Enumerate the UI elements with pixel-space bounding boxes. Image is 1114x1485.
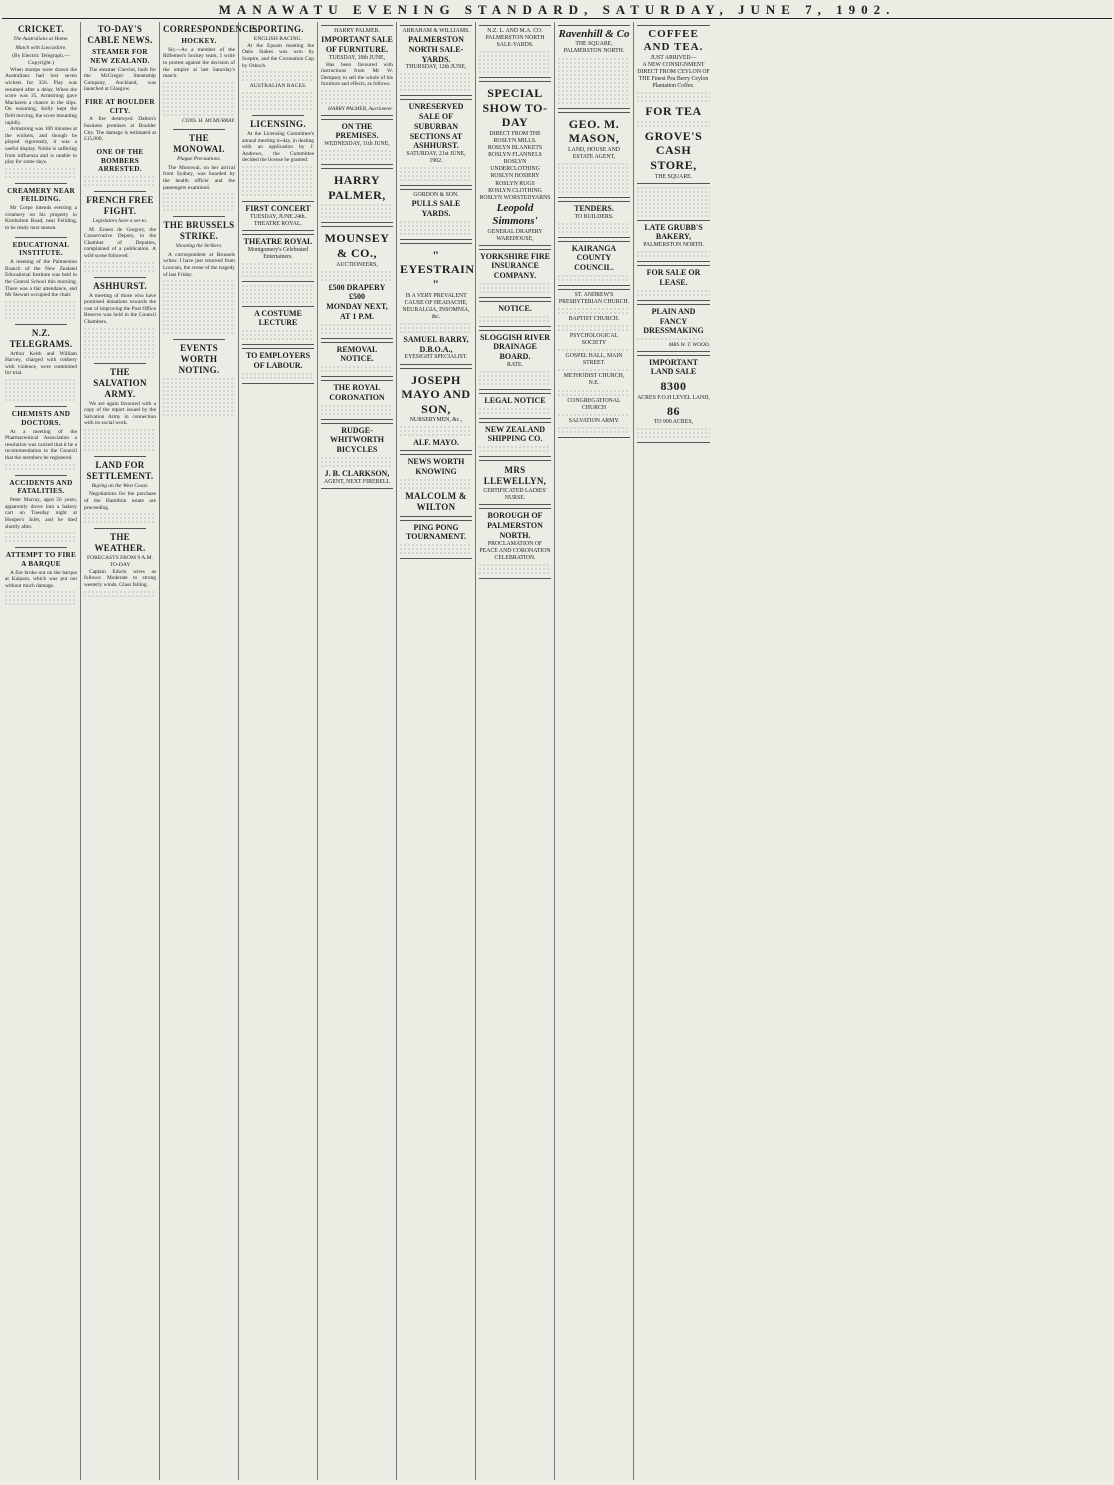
mounsey-name: MOUNSEY & CO., — [324, 231, 390, 261]
licensing-article — [242, 119, 314, 196]
mounsey-sub: AUCTIONEERS, — [336, 261, 378, 268]
creamery-body: Mr Corpe intends erecting a creamery on his property in Kimbolton Road, near Feilding, to be ready next season. — [5, 205, 77, 232]
weather-body: Captain Edwin wires as follows: Moderate to strong westerly winds. Glass falling. — [84, 568, 156, 588]
steamer-body: The steamer Cheviot, built for the McGregor Steamship Company, Auckland, was launched at Glasgow. — [84, 66, 156, 93]
educational-article — [5, 241, 77, 319]
ravenhill-sub: THE SQUARE, PALMERSTON NORTH. — [563, 41, 625, 55]
column-1 — [2, 22, 81, 1480]
roslyn-item: ROSLYN HOSIERY — [490, 173, 540, 180]
unreserved-date: SATURDAY, 21st JUNE, 1902. — [406, 151, 466, 165]
mason-name: GEO. M. MASON, — [568, 116, 620, 146]
barry-sub: EYESIGHT SPECIALIST. — [404, 354, 468, 361]
notice-advert — [479, 301, 551, 327]
column-8 — [555, 22, 634, 1480]
gordon-advert — [400, 189, 472, 240]
nz-telegrams-body: Arthur Keith and William Harvey, charged with robbery with violence, were committed for trial. — [5, 350, 77, 377]
llewellyn-name: MRS LLEWELLYN, — [483, 465, 547, 487]
drainage-rate: RATE. — [507, 361, 523, 368]
salvation-article — [84, 367, 156, 451]
cricket-headline: CRICKET. — [18, 24, 64, 34]
monowai-article — [163, 133, 235, 211]
concert-date: TUESDAY, JUNE 24th. — [249, 213, 307, 220]
french-headline: FRENCH FREE FIGHT. — [86, 195, 154, 217]
hockey-signature: CONS. H. MCMURRAY. — [182, 117, 235, 124]
news-headline: NEWS WORTH KNOWING — [407, 457, 465, 476]
simmons-name: Simmons' — [492, 215, 538, 228]
roslyn-item: ROSLYN FLANNELS — [488, 152, 542, 159]
sporting-body: At the Epsom meeting the Oaks Stakes was won by Sceptre, and the Coronation Cup by Osboch. — [242, 42, 314, 69]
salvation-headline: THE SALVATION ARMY. — [93, 366, 147, 399]
nz-telegrams-headline: N.Z. TELEGRAMS. — [9, 327, 73, 349]
palmer-signature: HARRY PALMER, Auctioneer. — [328, 106, 393, 112]
dressmaking-headline: PLAIN AND FANCY DRESSMAKING — [643, 306, 704, 336]
presbyterian-headline: ST. ANDREW'S PRESBYTERIAN CHURCH. — [558, 291, 630, 306]
rudge-advert — [321, 423, 393, 489]
grubb-advert — [637, 220, 710, 263]
general-drapery: GENERAL DRAPERY WAREHOUSE, — [487, 228, 543, 242]
roslyn-item: ROSLYN BLANKETS — [487, 145, 543, 152]
grove-headline: GROVE'S CASH STORE, — [644, 128, 703, 172]
sale-lease-advert — [637, 265, 710, 301]
brussels-subhead: Shooting the Strikers. — [175, 243, 223, 250]
accidents-article — [5, 479, 77, 543]
monowai-subhead: Plague Precautions. — [177, 156, 221, 163]
proclamation-headline: PROCLAMATION OF PEACE AND CORONATION CELEBRATION. — [479, 540, 551, 561]
land-body: Negotiations for the purchase of the Hamilton estate are proceeding. — [84, 491, 156, 511]
coffee-headline: COFFEE AND TEA. — [643, 28, 704, 54]
palmer-sale-advert — [321, 25, 393, 116]
ping-pong-headline: PING PONG TOURNAMENT. — [406, 522, 466, 542]
column-7 — [476, 22, 555, 1480]
educational-body: A meeting of the Palmerston Branch of the New Zealand Educational Institute was held in the Central School this morning. There was a fair attendance, and Mr Stewart occupied the chair. — [5, 259, 77, 299]
fire-article — [84, 98, 156, 143]
steamer-article — [84, 48, 156, 93]
concert-venue: THEATRE ROYAL. — [254, 220, 302, 227]
palmer-sale-date: TUESDAY, 10th JUNE, — [328, 54, 386, 61]
grove-sub: THE SQUARE. — [654, 173, 693, 180]
land-subhead: Buying on the West Coast. — [91, 482, 149, 489]
barque-body: A fire broke out on the barque at Kaipara, which was put out without much damage. — [5, 569, 77, 589]
just-arrived: JUST ARRIVED— — [650, 54, 697, 61]
palmer-name: HARRY PALMER. — [334, 28, 380, 34]
roslyn-item: ROSLYN RUGS — [495, 180, 535, 187]
nz-loan-sub: PALMERSTON NORTH SALE-YARDS. — [485, 35, 545, 49]
premises-date: WEDNESDAY, 11th JUNE, — [324, 141, 390, 148]
nz-telegrams-article — [5, 328, 77, 401]
brussels-article — [163, 220, 235, 334]
tenders-headline: TENDERS. — [574, 203, 614, 213]
abraham-advert — [400, 25, 472, 96]
mason-advert — [558, 112, 630, 198]
monowai-headline: THE MONOWAI. — [173, 133, 225, 155]
leopold-name: Leopold — [496, 201, 534, 214]
special-show-headline: SPECIAL SHOW TO-DAY — [482, 86, 548, 130]
builders-headline: TO BUILDERS. — [574, 213, 614, 220]
unreserved-headline: UNRESERVED SALE OF SUBURBAN SECTIONS AT ASHHURST. — [408, 102, 464, 151]
gordon-name: GORDON & SON. — [413, 192, 459, 199]
monday-headline: MONDAY NEXT, AT 1 P.M. — [326, 302, 388, 321]
column-4 — [239, 22, 318, 1480]
concert-advert — [242, 201, 314, 231]
removal-advert — [321, 342, 393, 378]
hockey-headline: HOCKEY. — [181, 36, 217, 45]
malcolm-name: MALCOLM & WILTON — [405, 490, 467, 512]
bombers-article — [84, 148, 156, 186]
cricket-subhead: The Australians at Home. — [13, 35, 69, 42]
weather-subhead: FORECASTS FROM 9 A.M. TO-DAY — [86, 555, 154, 568]
llewellyn-advert — [479, 460, 551, 505]
events-headline: EVENTS WORTH NOTING. — [178, 343, 220, 376]
french-article — [84, 195, 156, 272]
barry-name: SAMUEL BARRY, D.B.O.A., — [403, 334, 469, 354]
columns — [2, 22, 1112, 1480]
nz-loan-name: N.Z. L. AND M.A. CO. — [487, 28, 543, 34]
removal-headline: REMOVAL NOTICE. — [336, 344, 378, 364]
llewellyn-sub: CERTIFICATED LADIES' NURSE. — [483, 488, 547, 502]
yorkshire-headline: YORKSHIRE FIRE INSURANCE COMPANY. — [479, 251, 550, 281]
coronation-advert — [321, 380, 393, 420]
labour-headline: TO EMPLOYERS OF LABOUR. — [245, 351, 311, 370]
events-article — [163, 343, 235, 416]
wood-signature: MRS W. T. WOOD, — [668, 342, 710, 348]
cricket-body-2: Armstrong was 100 minutes at the wickets, and though he played vigorously, it was a useful display. Noble is suffering from influenza and is unable to play for some days. — [5, 126, 77, 166]
column-6 — [397, 22, 476, 1480]
palmer-sale-body: Has been favoured with instructions from Mr W. Dempsey to sell the whole of his furniture and effects, as follows. — [321, 61, 393, 88]
concert-headline: FIRST CONCERT — [245, 203, 311, 213]
theatre-headline: THEATRE ROYAL — [243, 236, 313, 246]
roslyn-item: ROSLYN CLOTHING — [488, 187, 542, 194]
palmer-sale-title: IMPORTANT SALE OF FURNITURE. — [321, 35, 393, 54]
chemists-article — [5, 410, 77, 470]
tea-headline: FOR TEA — [645, 104, 702, 119]
pulls-headline: PULLS SALE YARDS. — [411, 199, 461, 219]
dressmaking-advert — [637, 304, 710, 352]
sporting-headline: SPORTING. — [252, 24, 304, 34]
coronation-headline: THE ROYAL CORONATION — [329, 383, 385, 402]
palmer-big-advert — [321, 168, 393, 223]
legal-advert — [479, 393, 551, 419]
clarkson-sub: AGENT, NEXT FIREBELL — [324, 478, 390, 485]
news-advert — [400, 454, 472, 516]
acres-sub: ACRES F.O.H LEVEL LAND, — [637, 394, 710, 401]
roslyn-item: ROSLYN WORSTEDYARNS — [479, 194, 551, 201]
bombers-headline: ONE OF THE BOMBERS ARRESTED. — [96, 147, 144, 174]
sporting-subhead: ENGLISH RACING. — [253, 35, 303, 42]
yorkshire-advert — [479, 249, 551, 298]
chemists-body: At a meeting of the Pharmaceutical Association a resolution was carried that it be a recommendation to the Council that the members be registered. — [5, 428, 77, 461]
premises-advert — [321, 119, 393, 166]
mayo-name: JOSEPH MAYO AND SON, — [401, 372, 471, 416]
just-arrived-body: A NEW CONSIGNMENT DIRECT FROM CEYLON OF THE Finest Pea Berry Ceylon Plantation Coffee. — [637, 61, 710, 90]
column-3 — [160, 22, 258, 1480]
gospel-headline: GOSPEL HALL, MAIN STREET. — [565, 353, 623, 367]
methodist-headline: METHODIST CHURCH, N.E. — [563, 373, 625, 387]
grubb-headline: LATE GRUBB'S BAKERY, — [644, 222, 703, 242]
brussels-headline: THE BRUSSELS STRIKE. — [163, 220, 235, 242]
nz-loan-advert — [479, 25, 551, 78]
premises-headline: ON THE PREMISES. — [335, 121, 379, 141]
accidents-headline: ACCIDENTS AND FATALITIES. — [9, 478, 73, 496]
eyestrain-headline: " EYESTRAIN " — [400, 247, 475, 292]
mayo-advert — [400, 368, 472, 452]
licensing-headline: LICENSING. — [250, 118, 306, 129]
column-9 — [634, 22, 713, 1480]
shipping-headline: NEW ZEALAND SHIPPING CO. — [484, 424, 546, 444]
hockey-letter — [163, 37, 235, 124]
drainage-headline: SLOGGISH RIVER DRAINAGE BOARD. — [479, 332, 551, 362]
masthead: MANAWATU EVENING STANDARD, SATURDAY, JUNE 7, 1902. — [2, 2, 1112, 19]
special-show-sub: DIRECT FROM THE ROSLYN MILLS. — [489, 131, 541, 145]
shipping-advert — [479, 422, 551, 458]
land-sale-advert — [637, 355, 710, 444]
borough-advert — [479, 508, 551, 578]
monowai-body: The Monowai, on her arrival from Sydney, was boarded by the health officer and the passengers examined. — [163, 164, 235, 191]
licensing-body: At the Licensing Committee's annual meeting to-day, in dealing with an application by J. Andrews, the Committee decided the license be granted. — [242, 130, 314, 164]
roslyn-item: ROSLYN UNDERCLOTHING — [490, 159, 540, 173]
sporting-article — [242, 24, 314, 110]
weather-article — [84, 532, 156, 596]
ashhurst-headline: ASHHURST. — [93, 280, 147, 291]
cable-news-headline: TO-DAY'S CABLE NEWS. — [87, 24, 153, 45]
creamery-headline: CREAMERY NEAR FEILDING. — [7, 186, 75, 204]
abraham-date: THURSDAY, 12th JUNE, — [405, 64, 467, 71]
creamery-article — [5, 187, 77, 232]
rudge-headline: RUDGE-WHITWORTH BICYCLES — [330, 425, 384, 455]
labour-advert — [242, 348, 314, 384]
mounsey-advert — [321, 226, 393, 338]
steamer-headline: STEAMER FOR NEW ZEALAND. — [90, 47, 150, 65]
brussels-body: A correspondent at Brussels writes: I have just returned from Louvain, the scene of the tragedy of last Friday. — [163, 251, 235, 278]
french-body: M. Ernest de Gregory, the Conservative Deputy, in the Chamber of Deputies, complained of a publication. A wild scene followed. — [84, 226, 156, 260]
legal-headline: LEGAL NOTICE — [484, 395, 546, 405]
educational-headline: EDUCATIONAL INSTITUTE. — [12, 240, 70, 258]
column-5 — [318, 22, 397, 1480]
roslyn-advert — [479, 81, 551, 245]
sale-lease-headline: FOR SALE OR LEASE. — [646, 268, 701, 287]
cricket-subhead-2: Match with Lancashire. — [15, 44, 67, 51]
australian-races-headline: AUSTRALIAN RACES. — [249, 83, 307, 90]
correspondence-headline: CORRESPONDENCE. — [163, 24, 258, 34]
alf-mayo-name: ALF. MAYO. — [413, 438, 459, 448]
borough-headline: BOROUGH OF PALMERSTON NORTH. — [487, 511, 543, 540]
salvation-army-headline: SALVATION ARMY. — [568, 417, 620, 424]
barque-article — [5, 551, 77, 605]
notice-headline: NOTICE. — [498, 303, 532, 313]
kairanga-advert — [558, 241, 630, 286]
eyestrain-advert — [400, 243, 475, 365]
land-headline: LAND FOR SETTLEMENT. — [86, 459, 154, 481]
baptist-headline: BAPTIST CHURCH. — [568, 316, 620, 323]
drapery-headline: £500 DRAPERY £500 — [328, 282, 386, 302]
abraham-sub: PALMERSTON NORTH SALE-YARDS. — [408, 35, 464, 64]
mayo-sub: NURSERYMEN, &c., — [409, 417, 463, 424]
eyestrain-body: IS A VERY PREVALENT CAUSE OF HEADACHE, NEURALGIA, INSOMNIA, &c. — [402, 292, 470, 320]
weather-headline: THE WEATHER. — [94, 532, 146, 554]
lecture-headline: A COSTUME LECTURE — [254, 308, 302, 328]
grubb-sub: PALMERSTON NORTH. — [643, 242, 704, 249]
ashhurst-article — [84, 281, 156, 358]
land-sale-headline: IMPORTANT LAND SALE — [649, 357, 698, 377]
clarkson-name: J. B. CLARKSON, — [324, 468, 390, 478]
accidents-body: Peter Murray, aged 56 years, apparently drove into a bakery cart on Tuesday night at Hooper's Inlet, and he died shortly after. — [5, 497, 77, 530]
small-farms-sub: TO 900 ACRES, — [653, 419, 694, 426]
fire-body: A fire destroyed Dalton's business premises at Boulder City. The damage is estimated at £15,000. — [84, 116, 156, 143]
unreserved-advert — [400, 99, 472, 186]
small-farms-figure: 86 — [667, 403, 680, 418]
palmer-big-name: HARRY PALMER, — [328, 173, 386, 202]
theatre-advert — [242, 234, 314, 282]
hockey-body: Sir,—As a member of the Riflemen's hockey team, I write to protest against the decision of the umpire at last Saturday's match. — [163, 46, 235, 80]
fire-headline: FIRE AT BOULDER CITY. — [85, 97, 155, 115]
column-2 — [81, 22, 160, 1480]
acres-figure: 8300 — [660, 379, 687, 394]
ashhurst-body: A meeting of those who have promised donations towards the cost of improving the Post Office Reserve was held in the Council Chambers. — [84, 292, 156, 325]
drainage-advert — [479, 330, 551, 390]
theatre-body: Montgomery's Celebrated Entertainers. — [247, 246, 309, 260]
kairanga-headline: KAIRANGA COUNTY COUNCIL. — [571, 243, 617, 273]
psychological-headline: PSYCHOLOGICAL SOCIETY — [569, 333, 619, 347]
abraham-name: ABRAHAM & WILLIAMS. — [402, 28, 470, 34]
churches-advert — [558, 289, 630, 438]
cricket-article — [5, 24, 77, 178]
tenders-advert — [558, 201, 630, 238]
ping-pong-advert — [400, 520, 472, 560]
ravenhill-name: Ravenhill & Co — [558, 28, 630, 40]
barque-headline: ATTEMPT TO FIRE A BARQUE — [5, 551, 77, 568]
ravenhill-advert — [558, 25, 630, 109]
coffee-advert — [637, 25, 710, 184]
cricket-body: When stumps were drawn the Australians had lost seven wickets for 356. Play was resumed after a delay. When the score was 35, Armstrong gave Mackaren a chance in the slips. On resuming, Kelly kept the field moving, the score mounting rapidly. — [5, 66, 77, 126]
land-article — [84, 460, 156, 523]
french-subhead: Legislators have a set-to. — [92, 218, 148, 225]
salvation-body: We are again favoured with a copy of the report issued by the Salvation Army in connection with its social work. — [84, 400, 156, 427]
mason-sub: LAND, HOUSE AND ESTATE AGENT, — [567, 146, 620, 160]
congregational-headline: CONGREGATIONAL CHURCH — [567, 397, 621, 411]
chemists-headline: CHEMISTS AND DOCTORS. — [11, 410, 71, 427]
lecture-advert — [242, 306, 314, 346]
cricket-byline: (By Electric Telegraph.—Copyright.) — [12, 53, 70, 66]
